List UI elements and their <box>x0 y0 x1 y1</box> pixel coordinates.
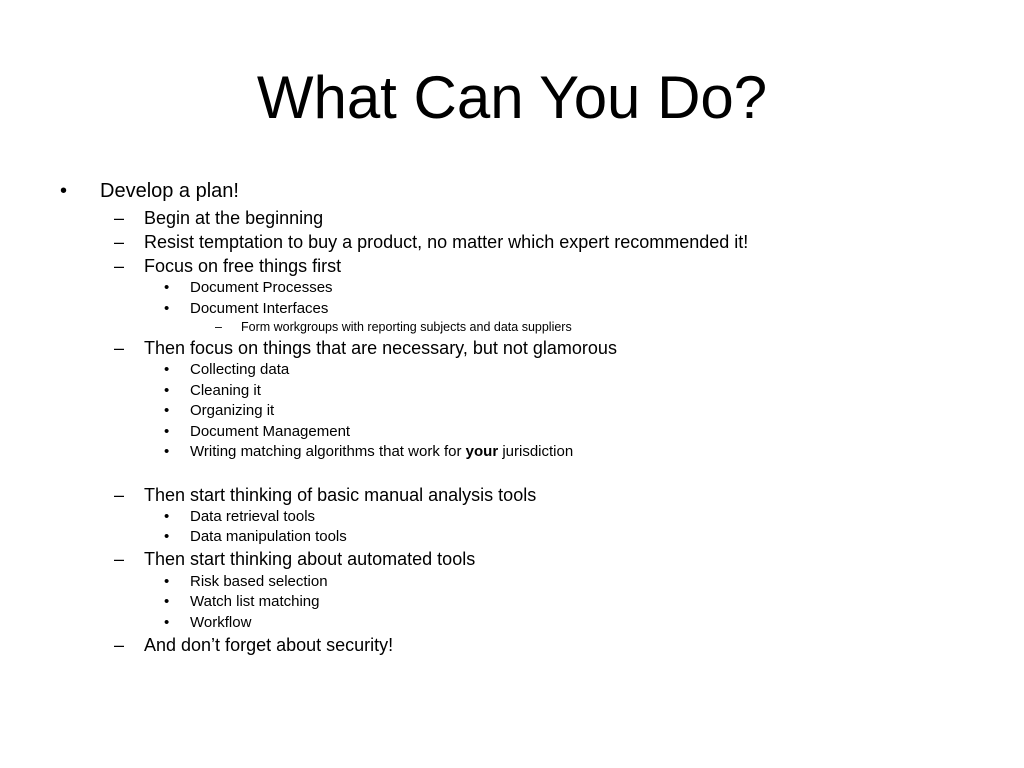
subsubitem-watch-list <box>164 593 320 610</box>
dash-marker: – <box>114 256 125 276</box>
subsubitem-text: Collecting data <box>190 361 290 378</box>
subsubitem-text: Cleaning it <box>190 382 261 399</box>
bullet-marker: • <box>164 508 170 525</box>
slide-title: What Can You Do? <box>256 64 768 131</box>
subsubsubitem-workgroups <box>215 320 572 334</box>
subsubitem-text: Watch list matching <box>190 593 320 610</box>
subsubitem-matching <box>164 443 573 460</box>
subsubitem-doc-management <box>164 423 350 440</box>
subitem-text: Then start thinking of basic manual analysis tools <box>144 485 537 505</box>
dash-marker: – <box>114 485 125 505</box>
subsubitem-text: Organizing it <box>190 402 275 419</box>
subsubitem-text: Document Processes <box>190 279 333 296</box>
subitem-security <box>114 635 393 656</box>
subitem-text: Resist temptation to buy a product, no matter which expert recommended it! <box>144 232 749 252</box>
bullet-marker: • <box>164 593 170 610</box>
subsubitem-doc-interfaces <box>164 300 328 317</box>
subsubitem-text: Document Management <box>190 423 351 440</box>
bullet-text: Develop a plan! <box>100 180 239 202</box>
subsubitem-collecting <box>164 361 289 378</box>
bullet-marker: • <box>164 382 170 399</box>
dash-marker: – <box>114 338 125 358</box>
dash-marker: – <box>114 635 125 655</box>
matching-text-post: jurisdiction <box>498 443 574 460</box>
subsubitem-organizing <box>164 402 274 419</box>
dash-marker: – <box>114 549 125 569</box>
subitem-resist <box>114 232 748 253</box>
subitem-free-things <box>114 256 341 277</box>
subsubitem-text: Workflow <box>190 614 252 631</box>
bullet-marker: • <box>164 361 170 378</box>
subsubitem-doc-processes <box>164 279 333 296</box>
subsubitem-cleaning <box>164 382 261 399</box>
dash-marker: – <box>114 232 125 252</box>
bullet-marker: • <box>164 300 170 317</box>
subitem-automated <box>114 549 475 570</box>
subitem-text: Focus on free things first <box>144 256 342 276</box>
subsubitem-retrieval <box>164 508 315 525</box>
subsubitem-text <box>190 443 573 460</box>
subitem-text: Begin at the beginning <box>144 208 324 228</box>
subsubitem-risk <box>164 573 328 590</box>
subsubitem-text: Document Interfaces <box>190 300 329 317</box>
subitem-text: Then start thinking about automated tools <box>144 549 476 569</box>
subsubitem-workflow <box>164 614 251 631</box>
matching-text-pre: Writing matching algorithms that work for <box>190 443 466 460</box>
bullet-develop-plan <box>60 180 239 203</box>
bullet-marker: • <box>164 443 170 460</box>
bullet-marker: • <box>164 423 170 440</box>
bullet-marker: • <box>164 573 170 590</box>
subitem-text: And don’t forget about security! <box>144 635 394 655</box>
bullet-marker: • <box>60 180 68 202</box>
subsubitem-manipulation <box>164 528 347 545</box>
bullet-marker: • <box>164 279 170 296</box>
bullet-marker: • <box>164 614 170 631</box>
subitem-begin <box>114 208 323 229</box>
dash-marker: – <box>114 208 125 228</box>
matching-text-emphasis: your <box>465 443 499 460</box>
subsubsubitem-text: Form workgroups with reporting subjects and data suppliers <box>241 320 572 334</box>
dash-marker: – <box>215 320 222 334</box>
subsubitem-text: Risk based selection <box>190 573 328 590</box>
bullet-marker: • <box>164 402 170 419</box>
subitem-text: Then focus on things that are necessary, but not glamorous <box>144 338 617 358</box>
subsubitem-text: Data retrieval tools <box>190 508 316 525</box>
subitem-necessary <box>114 338 617 359</box>
bullet-marker: • <box>164 528 170 545</box>
subsubitem-text: Data manipulation tools <box>190 528 347 545</box>
subitem-manual-tools <box>114 485 536 506</box>
